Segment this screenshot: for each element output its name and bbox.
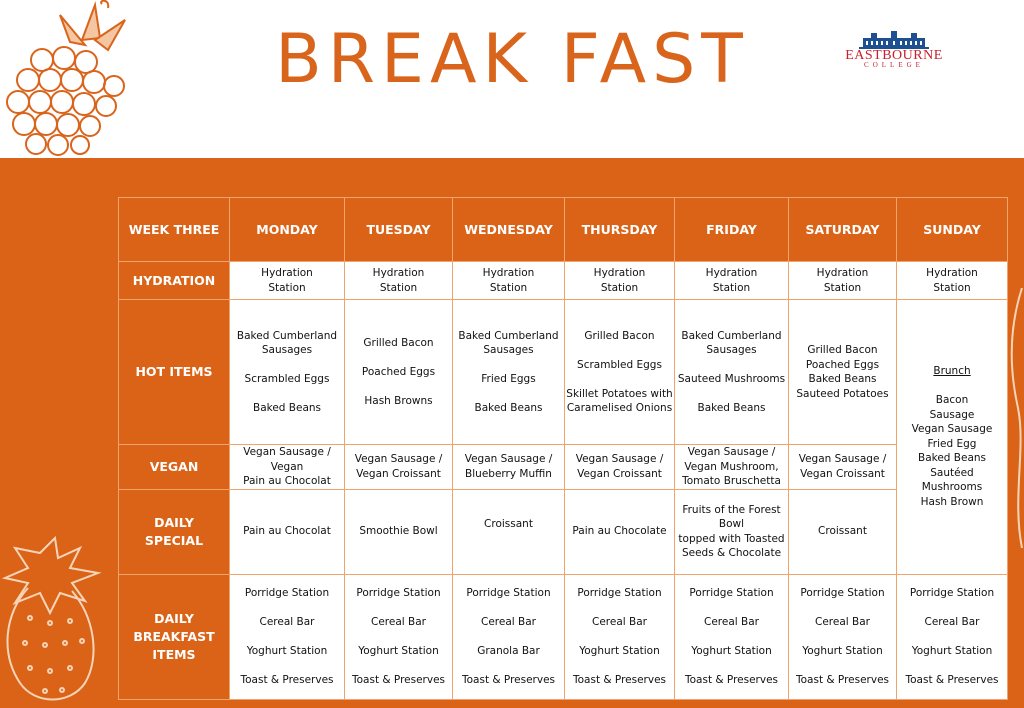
menu-cell: Smoothie Bowl bbox=[345, 489, 453, 574]
menu-cell: Hydration Station bbox=[897, 262, 1008, 300]
page-header bbox=[0, 0, 1024, 158]
menu-cell: Porridge Station Cereal Bar Yoghurt Station Toast & Preserves bbox=[345, 574, 453, 699]
week-label: WEEK THREE bbox=[119, 198, 230, 262]
page-title: BREAK FAST bbox=[275, 20, 749, 99]
menu-cell: Pain au Chocolat bbox=[230, 489, 345, 574]
breakfast-menu-table bbox=[118, 197, 1008, 700]
menu-cell: Hydration Station bbox=[675, 262, 789, 300]
college-logo bbox=[843, 30, 945, 72]
day-header-friday: FRIDAY bbox=[675, 198, 789, 262]
menu-cell: Fruits of the Forest Bowl topped with Toasted Seeds & Chocolate bbox=[675, 489, 789, 574]
menu-cell: Vegan Sausage / Vegan Mushroom, Tomato Bruschetta bbox=[675, 445, 789, 490]
days-header-row bbox=[119, 198, 1008, 262]
menu-cell: Croissant bbox=[789, 489, 897, 574]
menu-cell: Hydration Station bbox=[565, 262, 675, 300]
day-header-tuesday: TUESDAY bbox=[345, 198, 453, 262]
menu-cell: Vegan Sausage / Vegan Croissant bbox=[565, 445, 675, 490]
menu-cell: Porridge Station Cereal Bar Yoghurt Station Toast & Preserves bbox=[565, 574, 675, 699]
menu-cell: Hydration Station bbox=[453, 262, 565, 300]
day-header-sunday: SUNDAY bbox=[897, 198, 1008, 262]
menu-cell: Porridge Station Cereal Bar Yoghurt Station Toast & Preserves bbox=[789, 574, 897, 699]
day-header-thursday: THURSDAY bbox=[565, 198, 675, 262]
menu-cell: Baked Cumberland Sausages Fried Eggs Baked Beans bbox=[453, 300, 565, 445]
daily-breakfast-items-row bbox=[119, 574, 1008, 699]
menu-cell: Baked Cumberland Sausages Scrambled Eggs Baked Beans bbox=[230, 300, 345, 445]
vegan-row bbox=[119, 445, 1008, 490]
menu-cell: Baked Cumberland Sausages Sauteed Mushrooms Baked Beans bbox=[675, 300, 789, 445]
menu-cell: Hydration Station bbox=[345, 262, 453, 300]
menu-cell: Grilled Bacon Scrambled Eggs Skillet Potatoes with Caramelised Onions bbox=[565, 300, 675, 445]
day-header-wednesday: WEDNESDAY bbox=[453, 198, 565, 262]
row-label-hot-items: HOT ITEMS bbox=[119, 300, 230, 445]
menu-cell: Porridge Station Cereal Bar Yoghurt Station Toast & Preserves bbox=[230, 574, 345, 699]
row-label-hydration: HYDRATION bbox=[119, 262, 230, 300]
daily-special-row bbox=[119, 489, 1008, 574]
day-header-saturday: SATURDAY bbox=[789, 198, 897, 262]
menu-cell: Vegan Sausage / Vegan Pain au Chocolat bbox=[230, 445, 345, 490]
menu-cell: Hydration Station bbox=[230, 262, 345, 300]
menu-cell: Vegan Sausage / Vegan Croissant bbox=[345, 445, 453, 490]
menu-cell: Porridge Station Cereal Bar Yoghurt Station Toast & Preserves bbox=[897, 574, 1008, 699]
day-header-monday: MONDAY bbox=[230, 198, 345, 262]
college-building-icon bbox=[843, 30, 945, 50]
hot-items-row bbox=[119, 300, 1008, 445]
menu-cell: Hydration Station bbox=[789, 262, 897, 300]
menu-cell: Porridge Station Cereal Bar Granola Bar Toast & Preserves bbox=[453, 574, 565, 699]
row-label-vegan: VEGAN bbox=[119, 445, 230, 490]
menu-cell: Grilled Bacon Poached Eggs Hash Browns bbox=[345, 300, 453, 445]
sunday-brunch-cell: Brunch Bacon Sausage Vegan Sausage Fried Egg Baked Beans Sautéed Mushrooms Hash Brown bbox=[897, 300, 1008, 575]
menu-cell: Grilled Bacon Poached Eggs Baked Beans Sauteed Potatoes bbox=[789, 300, 897, 445]
brunch-heading: Brunch bbox=[933, 365, 971, 378]
menu-cell: Vegan Sausage / Vegan Croissant bbox=[789, 445, 897, 490]
logo-subtitle: COLLEGE bbox=[864, 61, 924, 69]
strawberry-icon bbox=[0, 533, 110, 708]
menu-cell: Croissant bbox=[453, 489, 565, 574]
row-label-daily-breakfast-items: DAILY BREAKFAST ITEMS bbox=[119, 574, 230, 699]
hydration-row bbox=[119, 262, 1008, 300]
menu-cell: Porridge Station Cereal Bar Yoghurt Station Toast & Preserves bbox=[675, 574, 789, 699]
row-label-daily-special: DAILY SPECIAL bbox=[119, 489, 230, 574]
menu-cell: Vegan Sausage / Blueberry Muffin bbox=[453, 445, 565, 490]
menu-cell: Pain au Chocolate bbox=[565, 489, 675, 574]
logo-name: EASTBOURNE bbox=[845, 48, 943, 63]
